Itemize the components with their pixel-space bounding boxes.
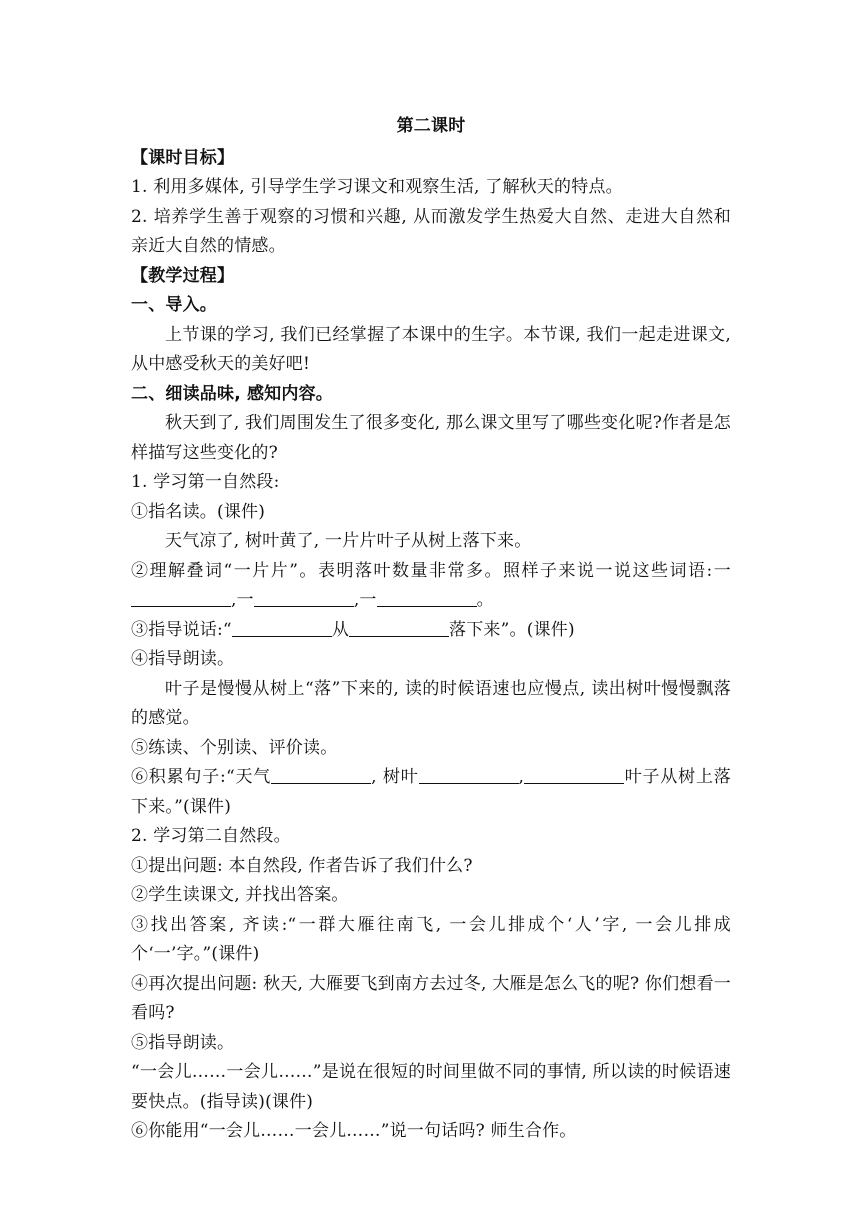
- goal-item-1: 1. 利用多媒体, 引导学生学习课文和观察生活, 了解秋天的特点。: [131, 177, 623, 197]
- blank-line: [254, 588, 354, 607]
- step-1-2: [131, 557, 731, 616]
- blank-line: [232, 618, 332, 637]
- document-content: [131, 112, 731, 1147]
- word-prefix: 一: [712, 560, 731, 581]
- step-2-1: ①提出问题: 本自然段, 作者告诉了我们什么?: [131, 855, 473, 876]
- step-2-6: ⑥你能用“一会儿……一会儿……”说一句话吗? 师生合作。: [131, 1121, 577, 1141]
- step-2-2: ②学生读课文, 并找出答案。: [131, 885, 349, 905]
- goal-item-2: 2. 培养学生善于观察的习惯和兴趣, 从而激发学生热爱大自然、走进大自然和亲近大自然的情感。: [131, 206, 731, 256]
- separator: ,: [353, 590, 360, 610]
- step-1-3-c: 落下来”。(课件): [449, 619, 575, 640]
- step-2-4: ④再次提出问题: 秋天, 大雁要飞到南方去过冬, 大雁是怎么飞的呢? 你们想看一看吗?: [131, 973, 731, 1023]
- page-title: 第二课时: [396, 116, 466, 136]
- step-1-6-a: ⑥积累句子:“天气: [131, 767, 272, 787]
- blank-line: [271, 765, 371, 784]
- step-1-6-b: , 树叶: [371, 767, 419, 787]
- section-2-heading: 二、细读品味, 感知内容。: [131, 383, 333, 404]
- word-prefix: 一: [236, 590, 254, 610]
- step-1-3-b: 从: [331, 619, 350, 640]
- section-1-text: 上节课的学习, 我们已经掌握了本课中的生字。本节课, 我们一起走进课文, 从中感受秋天的美好吧!: [131, 324, 731, 374]
- blank-line: [131, 588, 231, 607]
- step-1-5: ⑤练读、个别读、评价读。: [131, 737, 338, 758]
- step-2-5-text: “一会儿……一会儿……”是说在很短的时间里做不同的事情, 所以读的时候语速要快点。(指导读)(课件): [131, 1062, 731, 1112]
- blank-line: [377, 588, 477, 607]
- part-2-title: 2. 学习第二自然段。: [131, 826, 291, 846]
- goals-heading: 【课时目标】: [131, 147, 235, 168]
- step-1-6-d: 叶子从树上落下来。”(课件): [131, 767, 731, 817]
- section-1-heading: 一、导入。: [131, 295, 217, 315]
- blank-line: [419, 765, 519, 784]
- sentence-end: 。: [476, 590, 494, 610]
- step-1-quote: 天气凉了, 树叶黄了, 一片片叶子从树上落下来。: [165, 531, 532, 551]
- word-prefix: 一: [359, 590, 377, 610]
- step-1-3-a: ③指导说话:“: [131, 619, 232, 640]
- step-2-3: ③找出答案, 齐读:“一群大雁往南飞, 一会儿排成个‘人’字, 一会儿排成个‘一’字。”(课件): [131, 914, 731, 964]
- step-1-6-c: ,: [518, 767, 525, 787]
- step-1-4: ④指导朗读。: [131, 649, 235, 669]
- separator: ,: [231, 590, 237, 610]
- step-1-3: [131, 616, 731, 646]
- section-2-intro: 秋天到了, 我们周围发生了很多变化, 那么课文里写了哪些变化呢?作者是怎样描写这些变化的?: [131, 413, 731, 463]
- blank-line: [349, 618, 449, 637]
- part-1-title: 1. 学习第一自然段:: [131, 472, 280, 492]
- step-1-1: ①指名读。(课件): [131, 501, 266, 522]
- step-1-2-text: ②理解叠词“一片片”。表明落叶数量非常多。照样子来说一说这些词语:: [131, 560, 713, 581]
- process-heading: 【教学过程】: [131, 265, 235, 286]
- step-1-4-text: 叶子是慢慢从树上“落”下来的, 读的时候语速也应慢点, 读出树叶慢慢飘落的感觉。: [131, 678, 731, 728]
- blank-line: [524, 765, 624, 784]
- step-2-5: ⑤指导朗读。: [131, 1032, 235, 1053]
- step-1-6: [131, 763, 731, 822]
